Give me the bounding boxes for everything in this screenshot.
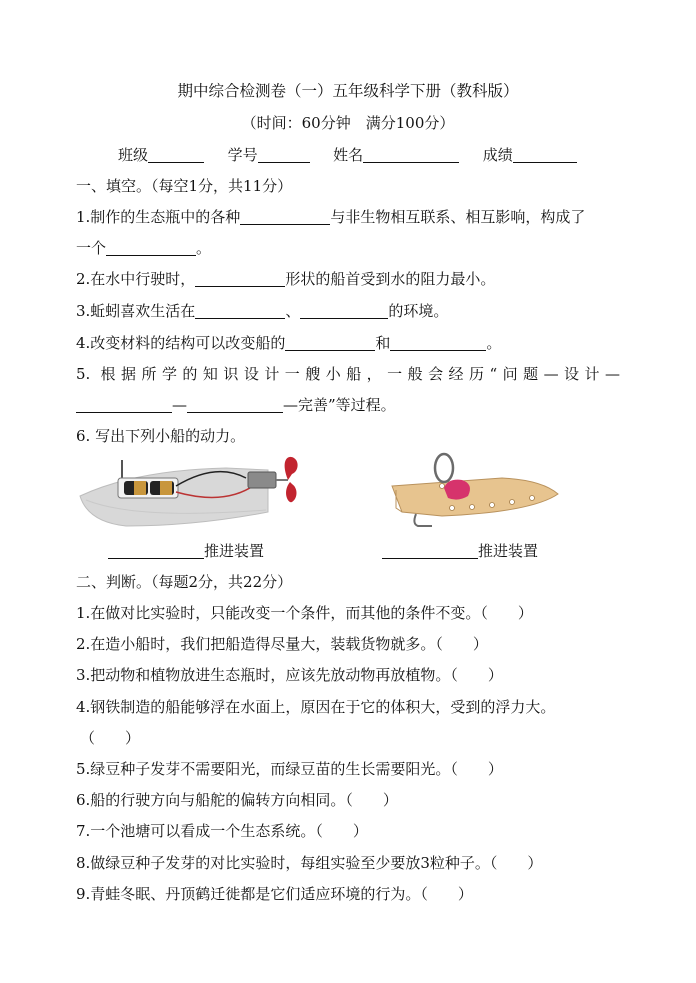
- q5-blank1[interactable]: [76, 396, 172, 413]
- judge-item-4-bracket: （ ）: [80, 729, 141, 747]
- info-number-label: 学号: [227, 146, 258, 164]
- judge-item-9: 9.青蛙冬眠、丹顶鹤迁徙都是它们适应环境的行为。（ ）: [76, 885, 473, 903]
- page-title: 期中综合检测卷（一）五年级科学下册（教科版）: [177, 82, 519, 100]
- q5-line2: — —完善”等过程。: [76, 395, 636, 415]
- q3-blank1[interactable]: [195, 302, 285, 319]
- page-subtitle: （时间：60分钟 满分100分）: [241, 114, 455, 132]
- judge-item-5: 5.绿豆种子发芽不需要阳光，而绿豆苗的生长需要阳光。（ ）: [76, 760, 503, 778]
- q5-blank2[interactable]: [187, 396, 283, 413]
- q4-blank2[interactable]: [390, 334, 486, 351]
- caption-right-blank[interactable]: [382, 542, 478, 559]
- info-score-label: 成绩: [482, 146, 513, 164]
- info-row: [118, 145, 678, 165]
- info-name-label: 姓名: [333, 146, 364, 164]
- info-class-label: 班级: [118, 146, 149, 164]
- q5-line1: 5. 根据所学的知识设计一艘小船，一般会经历“问题—设计—: [76, 365, 620, 383]
- caption-right: 推进装置: [382, 540, 538, 561]
- q2-blank[interactable]: [195, 270, 285, 287]
- caption-left-blank[interactable]: [108, 542, 204, 559]
- q1-line2: 一个 。: [76, 239, 212, 257]
- section2-heading: 二、判断。（每题2分，共22分）: [76, 573, 293, 591]
- info-class-blank[interactable]: [148, 146, 204, 163]
- info-number-blank[interactable]: [258, 146, 310, 163]
- q3-blank2[interactable]: [300, 302, 388, 319]
- judge-item-8: 8.做绿豆种子发芽的对比实验时，每组实验至少要放3粒种子。（ ）: [76, 854, 543, 872]
- info-score-blank[interactable]: [513, 146, 577, 163]
- q2: 2.在水中行驶时， 形状的船首受到水的阻力最小。: [76, 270, 496, 288]
- judge-item-3: 3.把动物和植物放进生态瓶时，应该先放动物再放植物。（ ）: [76, 666, 503, 684]
- judge-item-2: 2.在造小船时，我们把船造得尽量大，装载货物就多。（ ）: [76, 635, 488, 653]
- info-name-blank[interactable]: [363, 146, 459, 163]
- q4: 4.改变材料的结构可以改变船的 和 。: [76, 334, 502, 352]
- judge-item-6: 6.船的行驶方向与船舵的偏转方向相同。（ ）: [76, 791, 398, 809]
- caption-left: 推进装置: [108, 540, 264, 561]
- q3: 3.蚯蚓喜欢生活在 、 的环境。: [76, 302, 449, 320]
- q6: 6. 写出下列小船的动力。: [76, 427, 246, 445]
- boat-balloon-image: [382, 450, 564, 532]
- boat-battery-propeller-image: [76, 452, 326, 534]
- q1-line1: 1.制作的生态瓶中的各种 与非生物相互联系、相互影响，构成了: [76, 208, 586, 226]
- judge-item-4: 4.钢铁制造的船能够浮在水面上，原因在于它的体积大，受到的浮力大。: [76, 698, 556, 716]
- q1-blank2[interactable]: [106, 239, 196, 256]
- judge-item-1: 1.在做对比实验时，只能改变一个条件，而其他的条件不变。（ ）: [76, 604, 533, 622]
- q1-blank1[interactable]: [240, 208, 330, 225]
- judge-item-7: 7.一个池塘可以看成一个生态系统。（ ）: [76, 822, 368, 840]
- section1-heading: 一、填空。（每空1分，共11分）: [76, 177, 293, 195]
- q4-blank1[interactable]: [285, 334, 375, 351]
